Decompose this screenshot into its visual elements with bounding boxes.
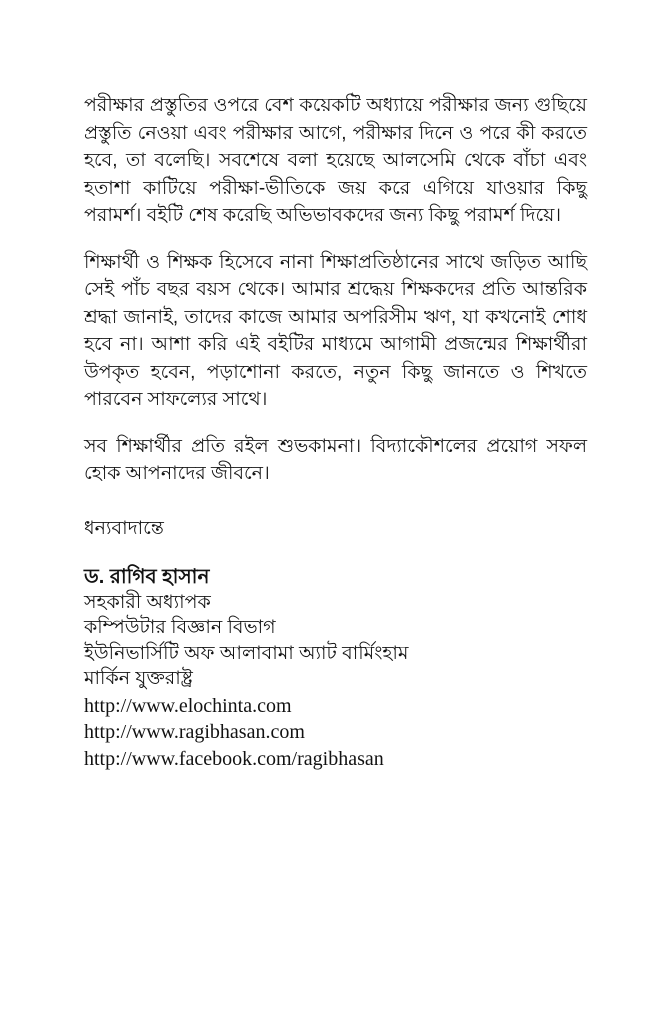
paragraph-teacher-gratitude: শিক্ষার্থী ও শিক্ষক হিসেবে নানা শিক্ষাপ্রতিষ্ঠানের সাথে জড়িত আছি সেই পাঁচ বছর বয়স থেকে। আমার শ্রদ্ধেয় শিক্ষকদের প্রতি আন্তরিক শ্রদ্ধা জানাই, তাদের কাজে আমার অপরিসীম ঋণ, যা কখনোই শোধ হবে না। আশা করি এই বইটির মাধ্যমে আগামী প্রজন্মের শিক্ষার্থীরা উপকৃত হবেন, পড়াশোনা করতে, নতুন কিছু জানতে ও শিখতে পারবেন সাফল্যের সাথে। <box>84 251 587 410</box>
author-university: ইউনিভার্সিটি অফ আলাবামা অ্যাট বার্মিংহাম <box>84 642 409 664</box>
paragraph-good-wishes: সব শিক্ষার্থীর প্রতি রইল শুভকামনা। বিদ্যাকৌশলের প্রয়োগ সফল হোক আপনাদের জীবনে। <box>84 435 587 484</box>
url-ragibhasan: http://www.ragibhasan.com <box>84 721 305 743</box>
author-title: সহকারী অধ্যাপক <box>84 591 211 613</box>
paragraph-exam-preparation: পরীক্ষার প্রস্তুতির ওপরে বেশ কয়েকটি অধ্যায়ে পরীক্ষার জন্য গুছিয়ে প্রস্তুতি নেওয়া এবং পরীক্ষার আগে, পরীক্ষার দিনে ও পরে কী করতে হবে, তা বলেছি। সবশেষে বলা হয়েছে আলসেমি থেকে বাঁচা এবং হতাশা কাটিয়ে পরীক্ষা-ভীতিকে জয় করে এগিয়ে যাওয়ার কিছু পরামর্শ। বইটি শেষ করেছি অভিভাবকদের জন্য কিছু পরামর্শ দিয়ে। <box>84 95 587 226</box>
url-elochinta: http://www.elochinta.com <box>84 694 292 717</box>
author-signature-block <box>84 564 587 773</box>
author-name: ড. রাগিব হাসান <box>84 565 210 588</box>
url-facebook-ragibhasan: http://www.facebook.com/ragibhasan <box>84 747 384 770</box>
author-department: কম্পিউটার বিজ্ঞান বিভাগ <box>84 617 276 638</box>
author-country: মার্কিন যুক্তরাষ্ট্র <box>84 668 193 689</box>
book-page <box>84 92 587 772</box>
author-urls <box>84 693 587 773</box>
closing-line: ধন্যবাদান্তে <box>84 517 164 539</box>
